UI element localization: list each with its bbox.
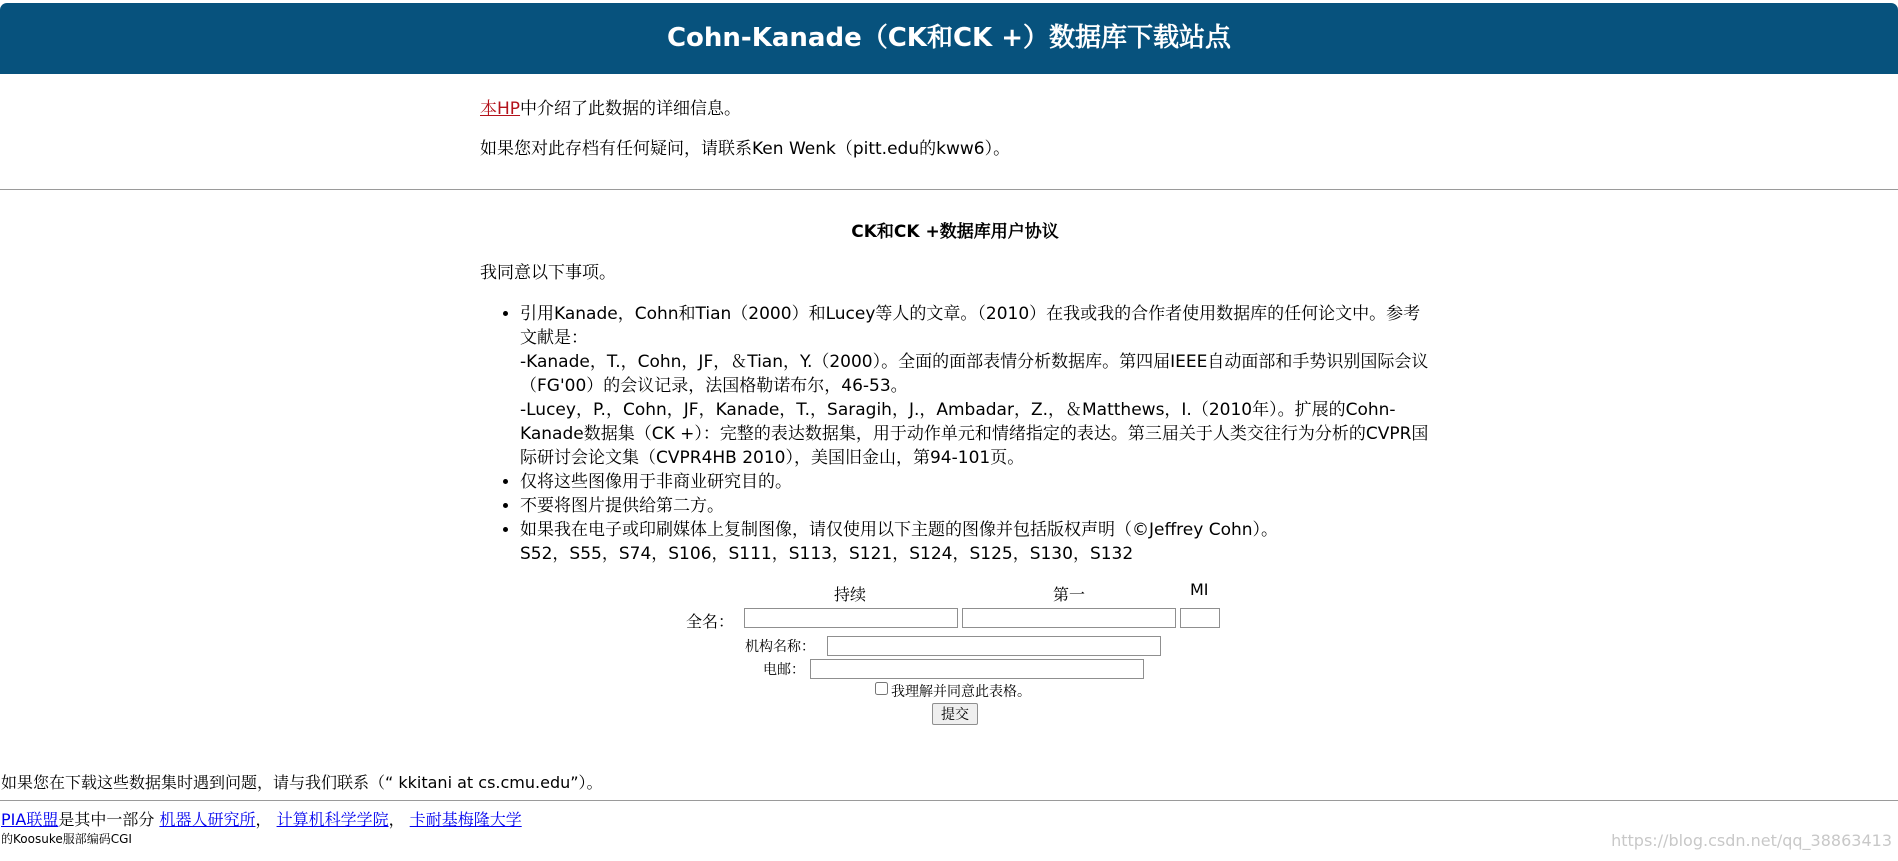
term-text: 如果我在电子或印刷媒体上复制图像，请仅使用以下主题的图像并包括版权声明（©Jeffrey Cohn）。 — [520, 520, 1279, 540]
submit-button[interactable]: 提交 — [932, 703, 978, 725]
hp-link[interactable]: 本HP — [480, 99, 521, 119]
user-agreement — [480, 220, 1430, 566]
contact-line: 如果您对此存档有任何疑问，请联系Ken Wenk（pitt.edu的kww6）。 — [480, 139, 1011, 159]
term-text: 仅将这些图像用于非商业研究目的。 — [520, 472, 792, 492]
first-name-input[interactable] — [962, 608, 1176, 628]
separator: ， — [255, 810, 272, 829]
intro-section — [480, 98, 1380, 178]
first-name-header: 第一 — [1053, 585, 1086, 604]
term-item — [520, 302, 1430, 470]
last-name-header: 持续 — [834, 585, 867, 604]
mi-header: MI — [1190, 580, 1209, 599]
term-item — [520, 518, 1430, 566]
hp-suffix: 中介绍了此数据的详细信息。 — [520, 99, 742, 119]
part-of-text: 是其中一部分 — [58, 810, 155, 829]
watermark: https://blog.csdn.net/qq_38863413 — [1611, 831, 1892, 850]
email-label: 电邮： — [763, 662, 805, 678]
divider — [0, 800, 1898, 801]
reference-lucey: -Lucey，P.，Cohn，JF，Kanade，T.，Saragih，J.，Ambadar，Z.，＆Matthews，I.（2010年）。扩展的Cohn-Kanade数据集（CK +）：完整的表达数据集，用于动作单元和情绪指定的表达。第三届关于人类交往行为分析的CVPR国际研讨会论文集（CVPR4HB 2010），美国旧金山，第94-101页。 — [520, 400, 1429, 468]
robotics-institute-link[interactable]: 机器人研究所 — [159, 810, 256, 829]
pia-link[interactable]: PIA联盟 — [1, 810, 59, 829]
reference-kanade: -Kanade，T.，Cohn，JF，＆Tian，Y.（2000）。全面的面部表情分析数据库。第四届IEEE自动面部和手势识别国际会议（FG'00）的会议记录，法国格勒诺布尔，46-53。 — [520, 352, 1429, 396]
agree-checkbox[interactable] — [875, 682, 888, 695]
divider — [0, 189, 1898, 190]
footer — [1, 810, 522, 830]
terms-list — [480, 302, 1430, 566]
fullname-label: 全名： — [686, 612, 735, 631]
agreement-title: CK和CK +数据库用户协议 — [851, 222, 1059, 242]
credit-line: 的Koosuke服部编码CGI — [1, 832, 132, 846]
agree-line: 我同意以下事项。 — [480, 263, 616, 283]
email-input[interactable] — [810, 659, 1144, 679]
term-item — [520, 494, 1430, 518]
mi-input[interactable] — [1180, 608, 1220, 628]
institution-label: 机构名称： — [745, 639, 815, 655]
term-text: 不要将图片提供给第二方。 — [520, 496, 724, 516]
scs-link[interactable]: 计算机科学学院 — [276, 810, 389, 829]
institution-input[interactable] — [827, 636, 1161, 656]
subject-list: S52，S55，S74，S106，S111，S113，S121，S124，S125，S130，S132 — [520, 544, 1134, 564]
separator: ， — [388, 810, 405, 829]
page-title: Cohn-Kanade（CK和CK +）数据库下载站点 — [666, 23, 1232, 53]
agree-checkbox-label: 我理解并同意此表格。 — [891, 684, 1031, 700]
download-help-note: 如果您在下载这些数据集时遇到问题，请与我们联系（“ kkitani at cs.cmu.edu”）。 — [1, 773, 603, 792]
cmu-link[interactable]: 卡耐基梅隆大学 — [409, 810, 522, 829]
intro-line — [480, 98, 1380, 120]
last-name-input[interactable] — [744, 608, 958, 628]
term-text: 引用Kanade，Cohn和Tian（2000）和Lucey等人的文章。（2010）在我或我的合作者使用数据库的任何论文中。参考文献是： — [520, 304, 1421, 348]
term-item — [520, 470, 1430, 494]
page-title-banner — [0, 3, 1898, 74]
